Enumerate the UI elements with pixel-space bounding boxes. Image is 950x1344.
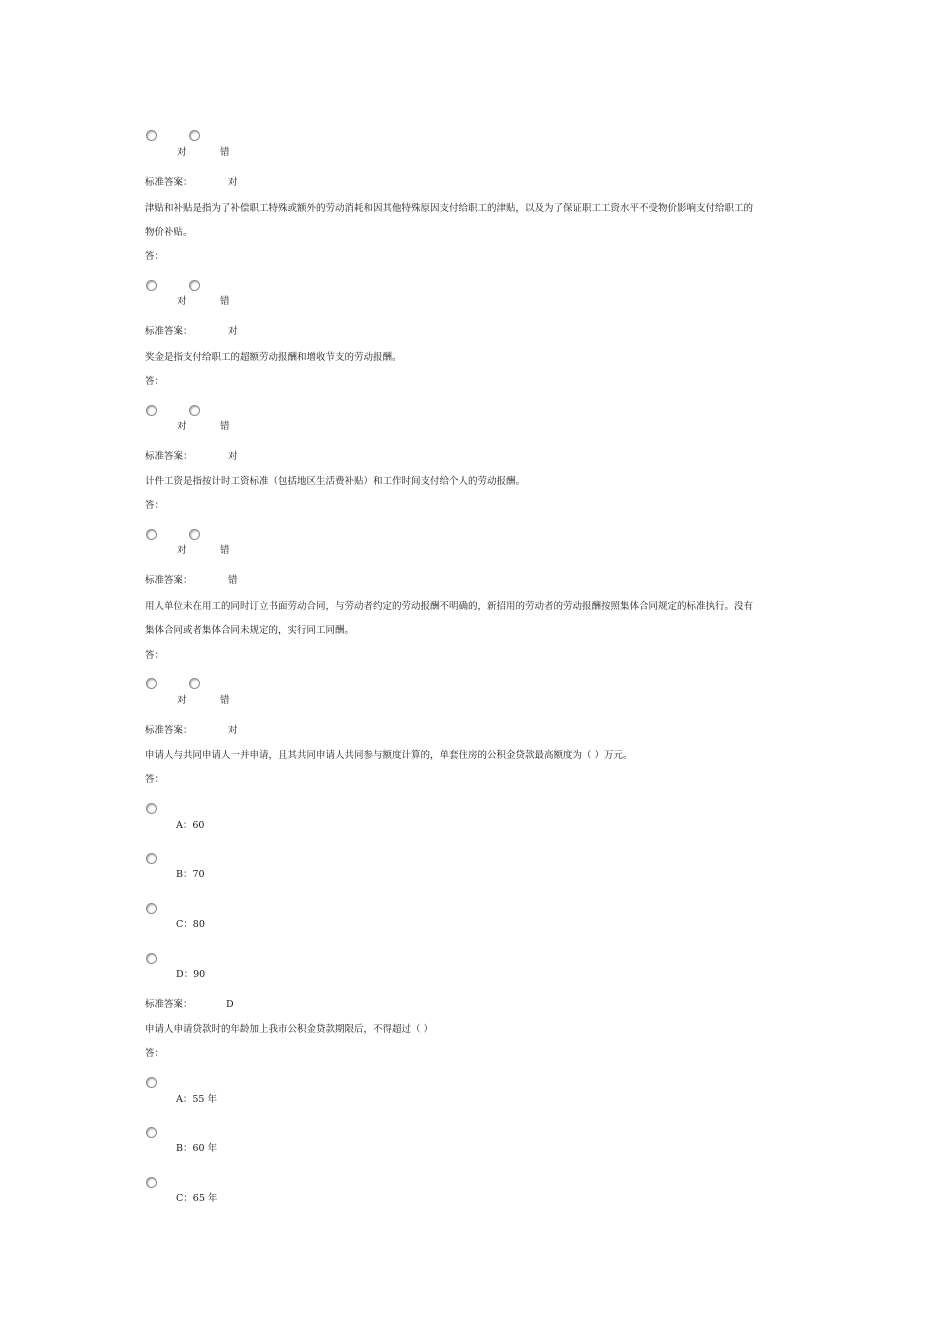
- q0-standard-answer-label: 标准答案：: [145, 177, 193, 188]
- radio-q2-false[interactable]: [189, 405, 200, 416]
- q5-option-a-label: A：60: [176, 820, 205, 831]
- radio-q6-option-c[interactable]: [146, 1177, 157, 1188]
- q2-false-label: 错: [220, 421, 230, 432]
- q5-text-line1: 申请人与共同申请人一并申请，且其共同申请人共同参与额度计算的，单套住房的公积金贷款最高额度为（ ）万元。: [145, 750, 633, 761]
- q5-standard-answer-label: 标准答案：: [145, 999, 193, 1010]
- q6-option-a-label: A：55 年: [176, 1094, 217, 1105]
- q6-option-b-label: B：60 年: [176, 1143, 218, 1154]
- q5-option-b-label: B：70: [176, 869, 205, 880]
- q5-answer-prefix: 答：: [145, 774, 165, 785]
- q6-text-line1: 申请人申请贷款时的年龄加上我市公积金贷款期限后，不得超过（ ）: [145, 1024, 434, 1035]
- q4-standard-answer-label: 标准答案：: [145, 725, 193, 736]
- q2-standard-answer-value: 对: [228, 451, 238, 462]
- radio-q5-option-b[interactable]: [146, 853, 157, 864]
- q4-answer-prefix: 答：: [145, 650, 165, 661]
- radio-q4-false[interactable]: [189, 678, 200, 689]
- q2-answer-prefix: 答：: [145, 376, 165, 387]
- q0-false-label: 错: [220, 147, 230, 158]
- q2-standard-answer-label: 标准答案：: [145, 451, 193, 462]
- q2-true-label: 对: [177, 421, 187, 432]
- radio-q2-true[interactable]: [146, 405, 157, 416]
- q0-standard-answer-value: 对: [228, 177, 238, 188]
- radio-q4-true[interactable]: [146, 678, 157, 689]
- q0-true-label: 对: [177, 147, 187, 158]
- q3-text-line1: 计件工资是指按计时工资标准（包括地区生活费补贴）和工作时间支付给个人的劳动报酬。: [145, 476, 526, 487]
- q5-option-d-label: D：90: [176, 969, 206, 980]
- q4-true-label: 对: [177, 695, 187, 706]
- radio-q1-true[interactable]: [146, 280, 157, 291]
- q5-option-c-label: C：80: [176, 919, 205, 930]
- radio-q1-false[interactable]: [189, 280, 200, 291]
- radio-q5-option-a[interactable]: [146, 803, 157, 814]
- q1-true-label: 对: [177, 296, 187, 307]
- q4-false-label: 错: [220, 695, 230, 706]
- q1-standard-answer-value: 对: [228, 326, 238, 337]
- q1-text-line1: 津贴和补贴是指为了补偿职工特殊或额外的劳动消耗和因其他特殊原因支付给职工的津贴，以及为了保证职工工资水平不受物价影响支付给职工的: [145, 203, 754, 214]
- q1-false-label: 错: [220, 296, 230, 307]
- q6-option-c-label: C：65 年: [176, 1193, 218, 1204]
- q4-standard-answer-value: 对: [228, 725, 238, 736]
- radio-q6-option-b[interactable]: [146, 1127, 157, 1138]
- q3-standard-answer-value: 错: [228, 575, 238, 586]
- radio-q5-option-c[interactable]: [146, 903, 157, 914]
- q1-standard-answer-label: 标准答案：: [145, 326, 193, 337]
- q5-standard-answer-value: D: [226, 999, 234, 1010]
- radio-q6-option-a[interactable]: [146, 1077, 157, 1088]
- q3-false-label: 错: [220, 545, 230, 556]
- q3-true-label: 对: [177, 545, 187, 556]
- q1-text-line2: 物价补贴。: [145, 227, 193, 238]
- q4-text-line2: 集体合同或者集体合同未规定的，实行同工同酬。: [145, 625, 355, 636]
- q4-text-line1: 用人单位未在用工的同时订立书面劳动合同，与劳动者约定的劳动报酬不明确的，新招用的劳动者的劳动报酬按照集体合同规定的标准执行。没有: [145, 601, 754, 612]
- q3-standard-answer-label: 标准答案：: [145, 575, 193, 586]
- radio-q3-true[interactable]: [146, 529, 157, 540]
- radio-q5-option-d[interactable]: [146, 953, 157, 964]
- q3-answer-prefix: 答：: [145, 500, 165, 511]
- radio-q0-true[interactable]: [146, 130, 157, 141]
- q2-text-line1: 奖金是指支付给职工的超额劳动报酬和增收节支的劳动报酬。: [145, 352, 402, 363]
- radio-q3-false[interactable]: [189, 529, 200, 540]
- q1-answer-prefix: 答：: [145, 251, 165, 262]
- radio-q0-false[interactable]: [189, 130, 200, 141]
- q6-answer-prefix: 答：: [145, 1048, 165, 1059]
